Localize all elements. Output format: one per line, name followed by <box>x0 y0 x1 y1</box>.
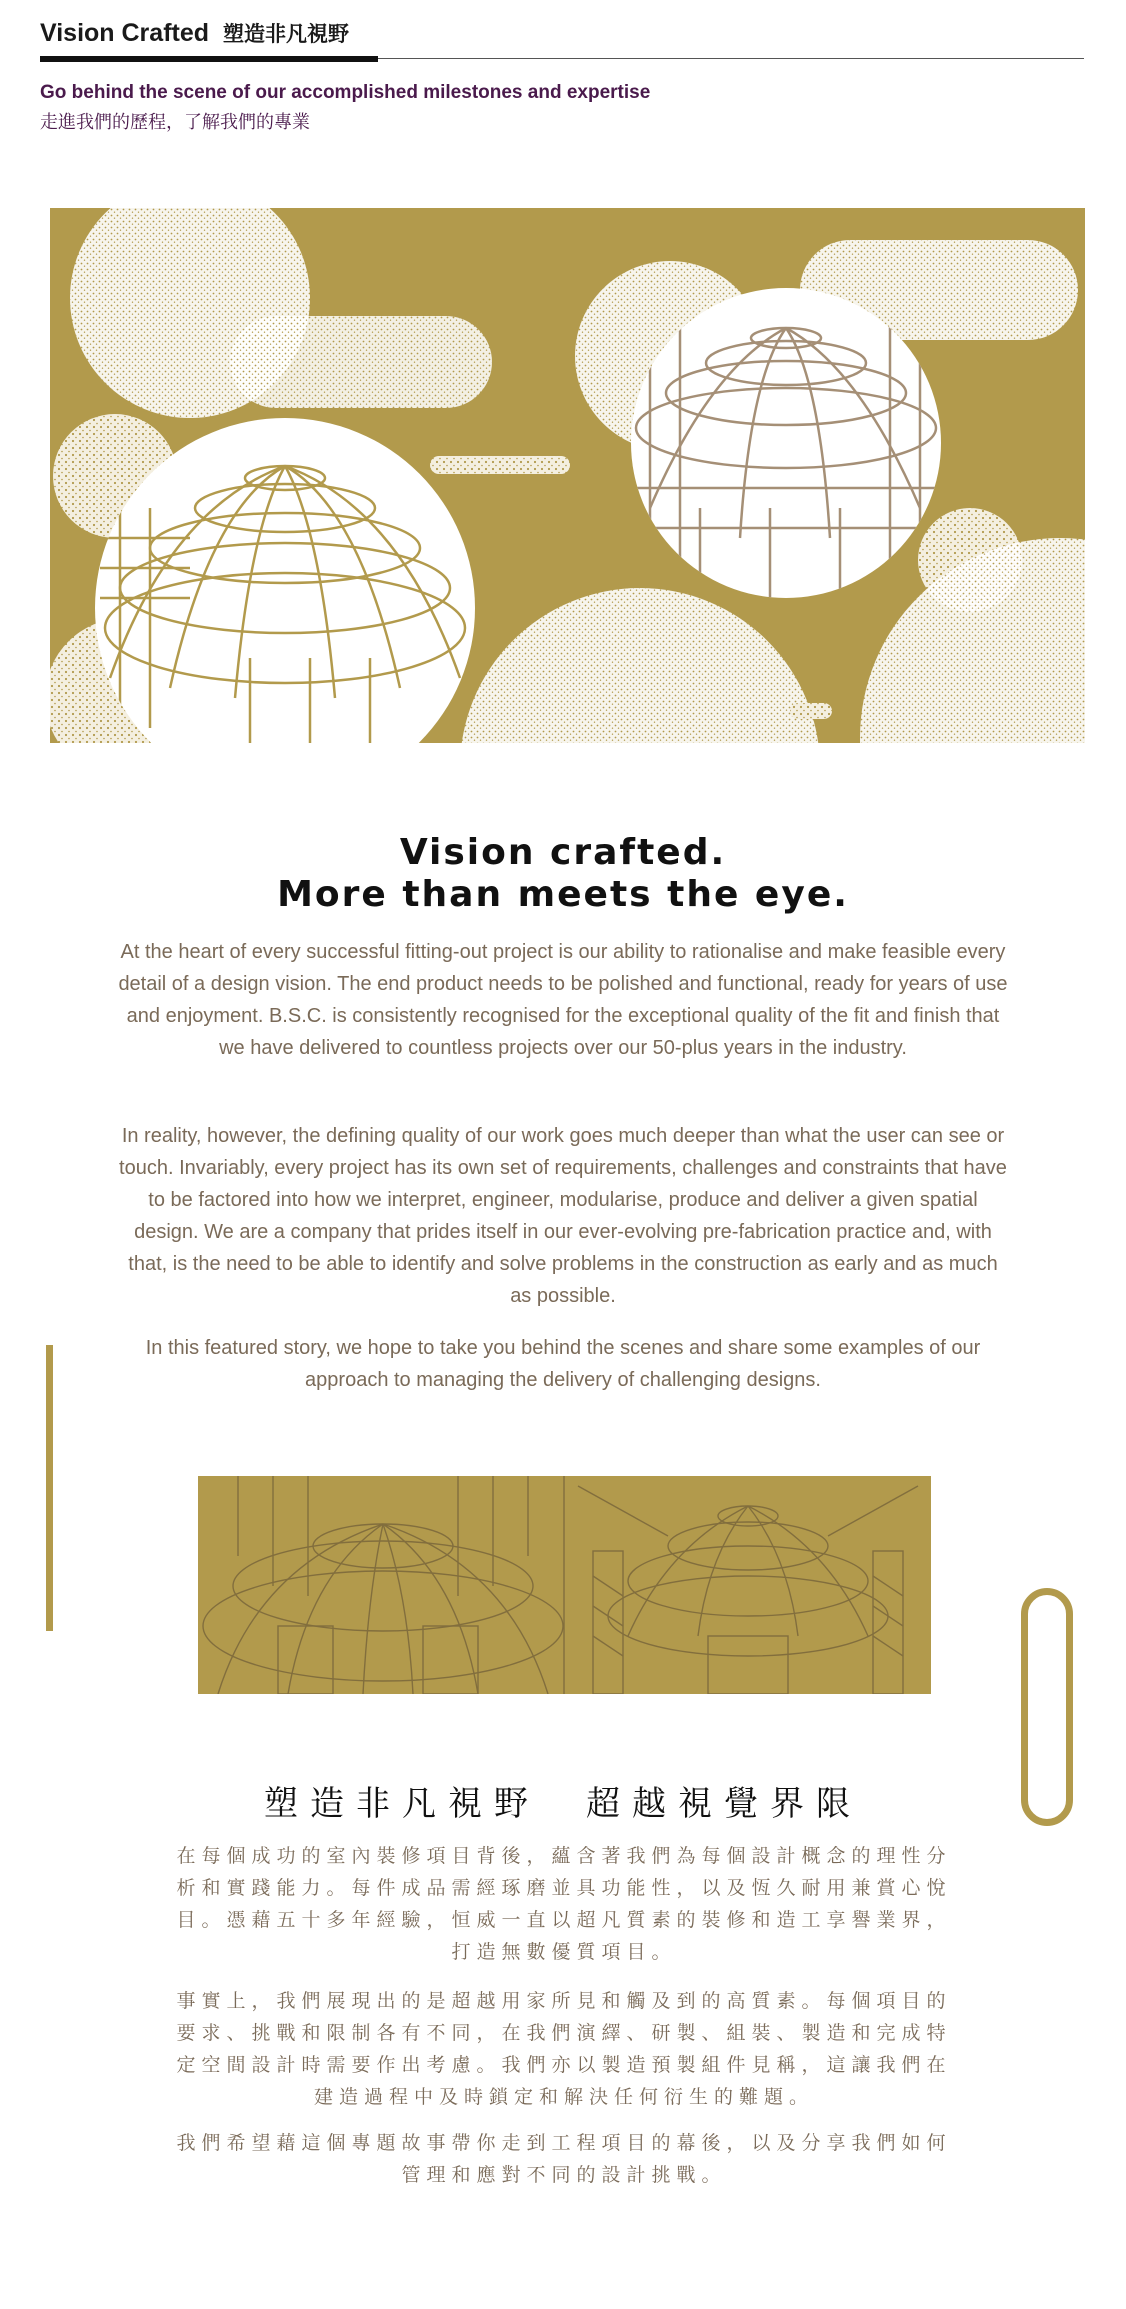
hero-dome-artwork <box>50 208 1085 743</box>
subtitle-zh: 走進我們的歷程，了解我們的專業 <box>40 112 310 132</box>
page-title-en: Vision Crafted <box>40 19 210 47</box>
dome-wireframe-image <box>198 1476 931 1694</box>
page-header <box>40 14 1084 56</box>
subtitle-en: Go behind the scene of our accomplished milestones and expertise <box>40 82 651 103</box>
headline-line-1: Vision crafted. <box>399 832 727 873</box>
decorative-gold-bar <box>46 1345 53 1631</box>
body-paragraph-en-3: In this featured story, we hope to take you behind the scenes and share some examples of our approach to managing the delivery of challenging designs. <box>145 1337 981 1391</box>
body-paragraph-en-1: At the heart of every successful fitting-out project is our ability to rationalise and make feasible every detail of a design vision. The end product needs to be polished and functional, ready for years of use and enjoyment. B.S.C. is consistently recognised for the exceptional quality of the fit and finish that we have delivered to countless projects over our 50-plus years in the industry. <box>118 941 1008 1059</box>
hero-illustration <box>50 208 1085 743</box>
body-paragraph-en-2: In reality, however, the defining quality of our work goes much deeper than what the user can see or touch. Invariably, every project has its own set of requirements, challenges and constraints that have to be factored into how we interpret, engineer, modularise, produce and deliver a given spatial design. We are a company that prides itself in our ever-evolving pre-fabrication practice and, with that, is the need to be able to identify and solve problems in the construction as early and as much as possible. <box>119 1125 1007 1307</box>
dome-wireframe-artwork <box>198 1476 931 1694</box>
body-paragraph-zh-1: 在每個成功的室內裝修項目背後，蘊含著我們為每個設計概念的理性分析和實踐能力。每件成品需經琢磨並具功能性，以及恆久耐用兼賞心悅目。憑藉五十多年經驗，恒威一直以超凡質素的裝修和造工享譽業界，打造無數優質項目。 <box>176 1845 952 1963</box>
headline-line-2: More than meets the eye. <box>277 874 849 915</box>
header-underline-accent <box>40 56 378 62</box>
page-title-zh: 塑造非凡視野 <box>223 23 350 46</box>
body-paragraph-zh-2: 事實上，我們展現出的是超越用家所見和觸及到的高質素。每個項目的要求、挑戰和限制各有不同，在我們演繹、研製、組裝、製造和完成特定空間設計時需要作出考慮。我們亦以製造預製組件見稱，這讓我們在建造過程中及時鎖定和解決任何衍生的難題。 <box>176 1990 952 2108</box>
page-title <box>40 14 1084 56</box>
heading-zh: 塑造非凡視野 超越視覺界限 <box>264 1784 862 1824</box>
body-paragraph-zh-3: 我們希望藉這個專題故事帶你走到工程項目的幕後，以及分享我們如何管理和應對不同的設計挑戰。 <box>176 2132 952 2186</box>
